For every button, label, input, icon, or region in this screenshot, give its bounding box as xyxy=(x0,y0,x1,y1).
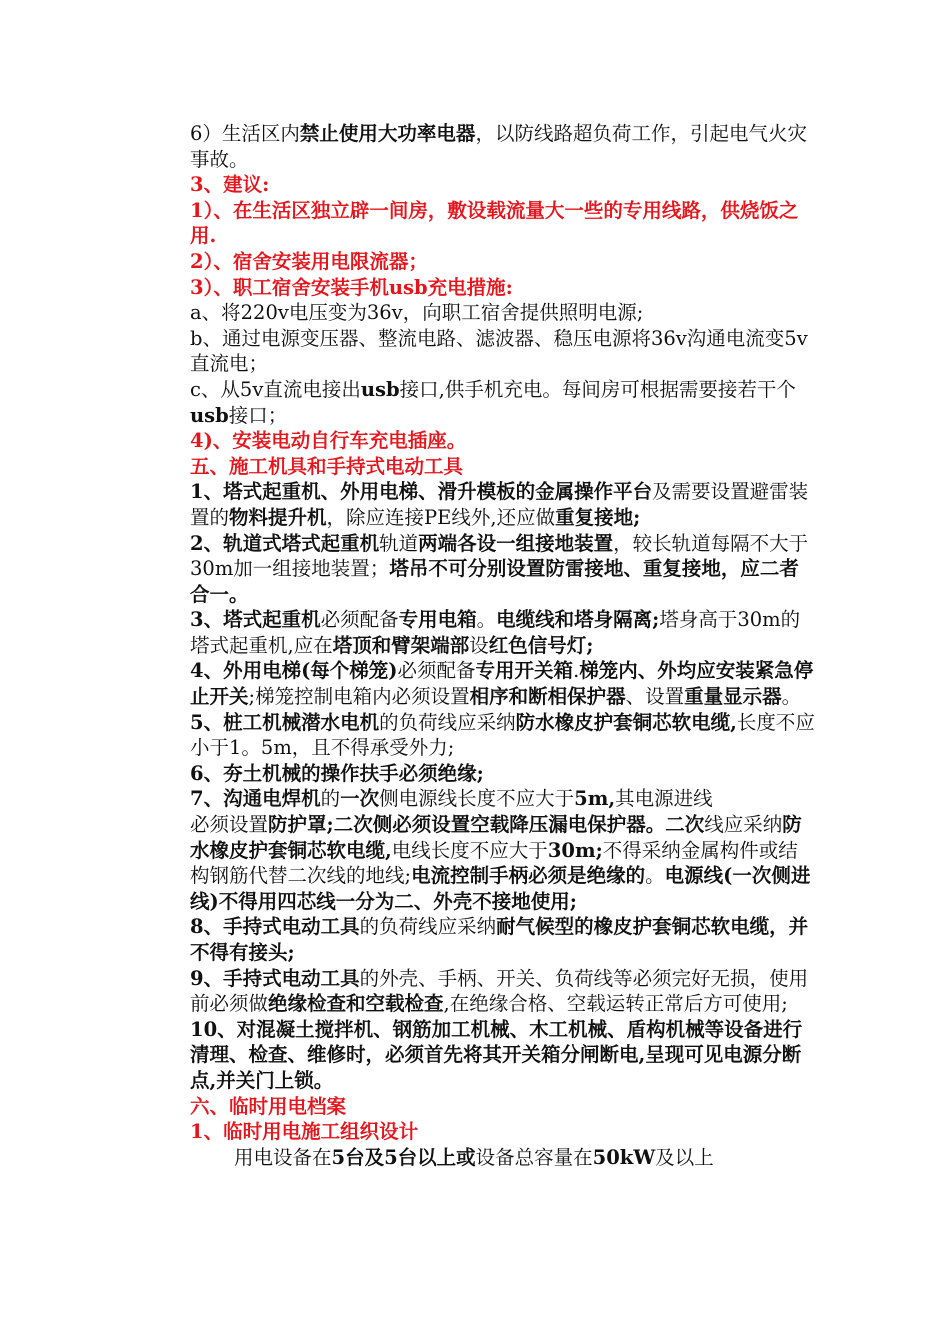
document-body xyxy=(190,121,816,1170)
paragraph: 6）生活区内禁止使用大功率电器，以防线路超负荷工作，引起电气火灾事故。 xyxy=(190,122,807,171)
paragraph: 1、塔式起重机、外用电梯、滑升模板的金属操作平台及需要设置避雷装置的物料提升机，除应连接PE线外,还应做重复接地; xyxy=(190,480,809,529)
paragraph: 4、外用电梯(每个梯笼)必须配备专用开关箱.梯笼内、外均应安装紧急停止开关;梯笼控制电箱内必须设置相序和断相保护器、设置重量显示器。 xyxy=(190,659,814,709)
paragraph: 7、沟通电焊机的一次侧电源线长度不应大于5m,其电源进线 xyxy=(190,787,713,811)
paragraph: 必须设置防护罩;二次侧必须设置空载降压漏电保护器。二次线应采纳防水橡皮护套铜芯软电缆,电线长度不应大于30m;不得采纳金属构件或结构钢筋代替二次线的地线;电流控制手柄必须是绝缘的。电源线(一次侧进线)不得用四芯线一分为二、外壳不接地使用; xyxy=(190,813,811,913)
paragraph: 8、手持式电动工具的负荷线应采纳耐气候型的橡皮护套铜芯软电缆，并不得有接头; xyxy=(190,915,809,964)
red-list-item: 4)、安装电动自行车充电插座。 xyxy=(190,429,467,453)
paragraph: a、将220v电压变为36v，向职工宿舍提供照明电源; xyxy=(190,301,644,325)
paragraph: b、通过电源变压器、整流电路、滤波器、稳压电源将36v沟通电流变5v直流电； xyxy=(190,326,808,376)
paragraph: 3、塔式起重机必须配备专用电箱。电缆线和塔身隔离;塔身高于30m的塔式起重机,应在塔顶和臂架端部设红色信号灯; xyxy=(190,608,801,657)
paragraph: 用电设备在5台及5台以上或设备总容量在50kW及以上 xyxy=(234,1145,714,1169)
paragraph: 9、手持式电动工具的外壳、手柄、开关、负荷线等必须完好无损，使用前必须做绝缘检查和空载检查,在绝缘合格、空载运转正常后方可使用; xyxy=(190,966,809,1016)
red-list-item: 2）、宿舍安装用电限流器； xyxy=(190,249,428,273)
paragraph: 10、对混凝土搅拌机、钢筋加工机械、木工机械、盾构机械等设备进行清理、检查、维修时，必须首先将其开关箱分闸断电,呈现可见电源分断点,并关门上锁。 xyxy=(190,1017,803,1092)
paragraph: 5、桩工机械潜水电机的负荷线应采纳防水橡皮护套铜芯软电缆,长度不应小于1。5m，且不得承受外力; xyxy=(190,710,815,760)
section-heading: 五、施工机具和手持式电动工具 xyxy=(190,454,464,478)
section-heading: 3、建议: xyxy=(190,173,270,197)
red-list-item: 3）、职工宿舍安装手机usb充电措施: xyxy=(190,275,513,299)
paragraph: c、从5v直流电接出usb接口,供手机充电。每间房可根据需要接若干个usb接口； xyxy=(190,377,796,427)
section-heading: 六、临时用电档案 xyxy=(190,1094,347,1118)
paragraph: 6、夯土机械的操作扶手必须绝缘; xyxy=(190,761,484,785)
paragraph: 2、轨道式塔式起重机轨道两端各设一组接地装置，较长轨道每隔不大于30m加一组接地装置；塔吊不可分别设置防雷接地、重复接地，应二者合一。 xyxy=(190,531,809,606)
red-list-item: 1）、在生活区独立辟一间房，敷设载流量大一些的专用线路，供烧饭之用. xyxy=(190,198,799,248)
section-heading: 1、临时用电施工组织设计 xyxy=(190,1120,419,1144)
